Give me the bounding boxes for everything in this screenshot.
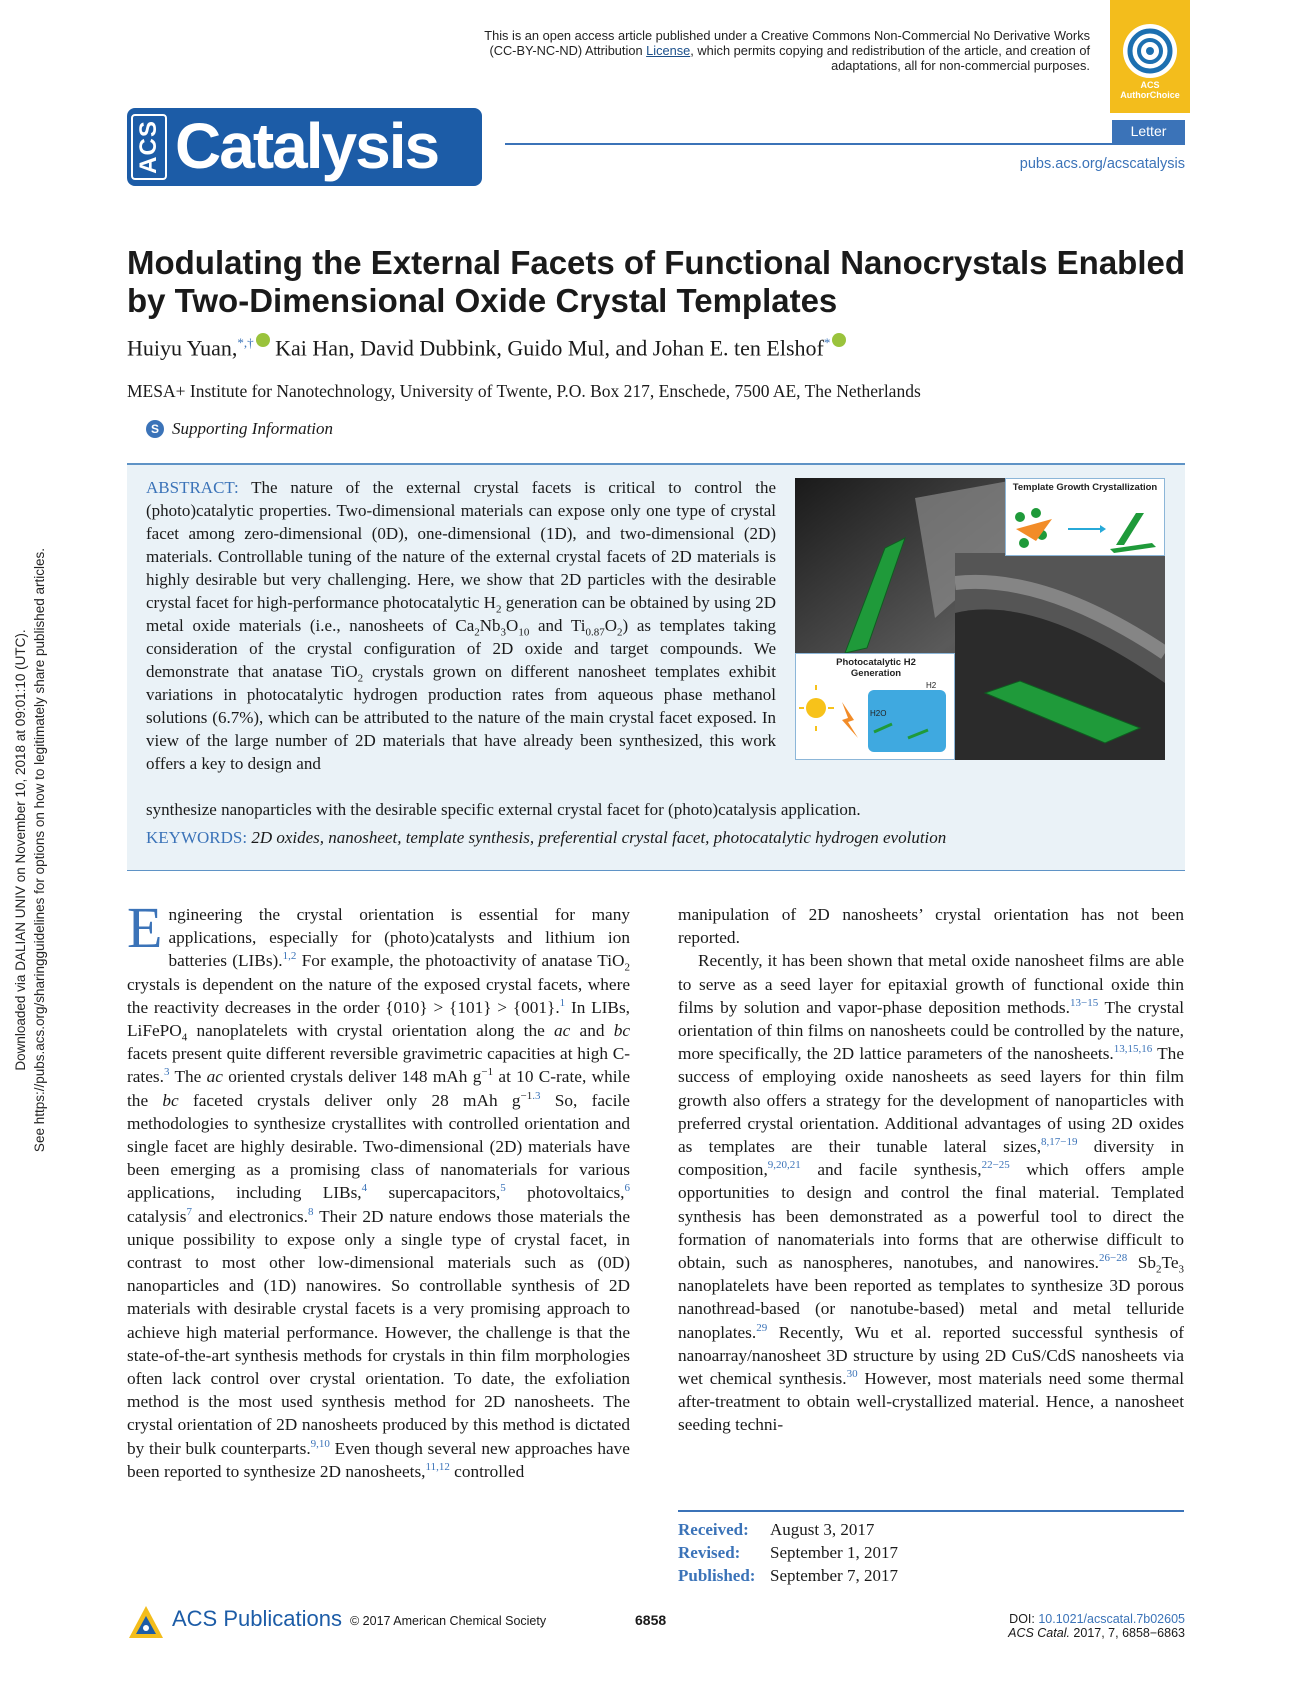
- abstract-label: ABSTRACT:: [146, 478, 239, 497]
- publisher-name[interactable]: ACS Publications: [172, 1606, 342, 1631]
- open-access-icon: [1123, 24, 1177, 78]
- received-date: August 3, 2017: [770, 1520, 875, 1539]
- authorchoice-badge[interactable]: [1110, 0, 1190, 113]
- dates-rule: [678, 1510, 1184, 1512]
- paragraph: Recently, it has been shown that metal oxide nanosheet films are able to serve as a seed layer for epitaxial growth of functional oxide thin films by solution and vapor-phase deposition methods.$^{13-15}$ The crystal orientation of thin films on nanosheets could be controlled by the nature, more specifically, the 2D lattice parameters of the nanosheets.$^{13,15,16}$ The success of employing oxide nanosheets as seed layers for thin film growth also offers a strategy for the development of nanoparticles with preferred crystal orientation. Additional advantages of using 2D oxides as templates are their tunable lateral sizes,$^{8,17-19}$ diversity in composition,$^{9,20,21}$ and facile synthesis,$^{22-25}$ which offers ample opportunities to design and control the final material. Templated synthesis has been demonstrated as a powerful tool to direct the formation of nanomaterials into forms that are otherwise difficult to obtain, such as nanospheres, nanotubes, and nanowires.$^{26-28}$ $Sb_2Te_3$ nanoplatelets have been reported as templates to synthesize 3D porous nanothread-based (or nanotube-based) metal and metal telluride nanoplates.$^{29}$ Recently, Wu et al. reported successful synthesis of nanoarray/nanosheet 3D structure by using 2D CuS/CdS nanosheets via wet chemical synthesis.$^{30}$ However, most materials need some thermal after-treatment to obtain well-crystallized material. Hence, a nanosheet seeding techni-: [678, 951, 1185, 1435]
- supporting-info-icon: S: [146, 420, 164, 438]
- orcid-icon[interactable]: [256, 333, 270, 347]
- toc-graphic: [795, 478, 1165, 760]
- article-title: Modulating the External Facets of Functional Nanocrystals Enabled by Two-Dimensional Oxide Crystal Templates: [127, 244, 1186, 319]
- journal-logo[interactable]: [127, 108, 482, 186]
- body-column-left: Engineering the crystal orientation is essential for many applications, especially for (photo)catalysts and lithium ion batteries (LIBs).$^{1,2}$ For example, the photoactivity of anatase TiO$_2$ crystals is dependent on the nature of the exposed crystal facets, where the reactivity decreases in the order {010} > {101} > {001}.$^1$ In LIBs, LiFePO$_4$ nanoplatelets with crystal orientation along the ac and bc facets present quite different reversible gravimetric capacities at high C-rates.$^3$ The ac oriented crystals deliver 148 mAh $g^{-1}$ at 10 C-rate, while the bc faceted crystals deliver only 28 mAh g$^{-1.3}$ So, facile methodologies to synthesize crystallites with controlled orientation and single facet are highly desirable. Two-dimensional (2D) materials have been emerging as a promising class of nanomaterials for various applications, including LIBs,$^4$ supercapacitors,$^5$ photovoltaics,$^6$ catalysis$^7$ and electronics.$^8$ Their 2D nature endows those materials the unique possibility to expose only a single type of crystal facet, in contrast to most other low-dimensional materials such as (0D) nanoparticles and (1D) nanowires. So controllable synthesis of 2D materials with desirable crystal facets is a very promising approach to achieve high material performance. However, the challenge is that the state-of-the-art synthesis methods for crystals in thin film morphologies often lack control over crystal orientation. To date, the exfoliation method is the most used synthesis method for 2D nanosheets. The crystal orientation of 2D nanosheets produced by this method is dictated by their bulk counterparts.$^{9,10}$ Even though several new approaches have been reported to synthesize 2D nanosheets,$^{11,12}$ controlled: [127, 895, 631, 1481]
- badge-label: ACS AuthorChoice: [1120, 80, 1180, 100]
- svg-text:H2: H2: [926, 681, 937, 690]
- body-column-right: [678, 903, 1184, 1437]
- abstract-text-end: synthesize nanoparticles with the desirable specific external crystal facet for (photo)catalysis application.: [146, 800, 861, 819]
- affiliation: MESA+ Institute for Nanotechnology, University of Twente, P.O. Box 217, Enschede, 7500 AE, The Netherlands: [127, 381, 921, 401]
- keywords-list: 2D oxides, nanosheet, template synthesis, preferential crystal facet, photocatalytic hydrogen evolution: [251, 828, 947, 847]
- page-number: 6858: [635, 1612, 667, 1628]
- doi-link[interactable]: 10.1021/acscatal.7b02605: [1038, 1612, 1185, 1626]
- orcid-icon[interactable]: [832, 333, 846, 347]
- header-rule: [505, 143, 1185, 145]
- author-list: Huiyu Yuan,*,† Kai Han, David Dubbink, Guido Mul, and Johan E. ten Elshof*: [127, 333, 1187, 361]
- supporting-information-link[interactable]: S Supporting Information: [146, 419, 333, 439]
- keywords: [146, 828, 1176, 848]
- journal-url[interactable]: pubs.acs.org/acscatalysis: [1019, 156, 1185, 172]
- download-note-line1: Downloaded via DALIAN UNIV on November 10, 2018 at 09:01:10 (UTC).: [13, 629, 28, 1071]
- drop-cap: E: [127, 895, 163, 960]
- paragraph: manipulation of 2D nanosheets’ crystal orientation has not been reported.: [678, 905, 1184, 948]
- acs-logo-mark: ACS: [131, 114, 167, 180]
- journal-name: Catalysis: [175, 110, 439, 182]
- article-dates: Received: August 3, 2017 Revised: September 1, 2017 Published: September 7, 2017: [678, 1520, 898, 1585]
- doi-citation: DOI: 10.1021/acscatal.7b02605 ACS Catal. 2017, 7, 6858−6863: [1008, 1612, 1185, 1640]
- acs-publications-logo-icon[interactable]: [127, 1604, 165, 1640]
- license-link[interactable]: License: [646, 43, 691, 58]
- sem-image-zoom: [955, 553, 1165, 760]
- license-notice: This is an open access article published under a Creative Commons Non-Commercial No Derivative Works (CC-BY-NC-ND) Attribution License, which permits copying and redistribution of the article, and creation of adaptations, all for non-commercial purposes.: [484, 28, 1090, 73]
- copyright: © 2017 American Chemical Society: [350, 1614, 547, 1628]
- revised-date: September 1, 2017: [770, 1543, 898, 1562]
- svg-text:H2O: H2O: [870, 709, 887, 718]
- abstract-text: ABSTRACT: The nature of the external crystal facets is critical to control the (photo)catalytic properties. Two-dimensional materials can expose only one type of crystal facet among zero-dimensional (0D), one-dimensional (1D), and two-dimensional (2D) materials. Controllable tuning of the nature of the external crystal facets of 2D materials is highly desirable but very challenging. Here, we show that 2D particles with the desirable crystal facet for high-performance photocatalytic $H_2$ generation can be obtained by using 2D metal oxide materials (i.e., nanosheets of $Ca_2Nb_3O_{10}$ and $Ti_{0.87}O_2$) as templates taking consideration of the crystal configuration of 2D oxide and target compounds. We demonstrate that anatase TiO$_2$ crystals grown on different nanosheet templates exhibit variations in photocatalytic hydrogen production rates from aqueous phase methanol solutions (6.7%), which can be attributed to the nature of the main crystal facet exposed. In view of the large number of 2D materials that have already been synthesized, this work offers a key to design and: [146, 478, 776, 773]
- download-note-line2: See https://pubs.acs.org/sharingguidelines for options on how to legitimately share published articles.: [32, 547, 47, 1153]
- panel-photocatalytic: Photocatalytic H2 Generation H2 H2O: [795, 653, 955, 760]
- keywords-label: KEYWORDS:: [146, 828, 248, 847]
- panel-template-growth: Template Growth Crystallization: [1005, 478, 1165, 556]
- article-type-badge: Letter: [1112, 120, 1185, 143]
- published-date: September 7, 2017: [770, 1566, 898, 1585]
- download-note: [0, 500, 60, 1200]
